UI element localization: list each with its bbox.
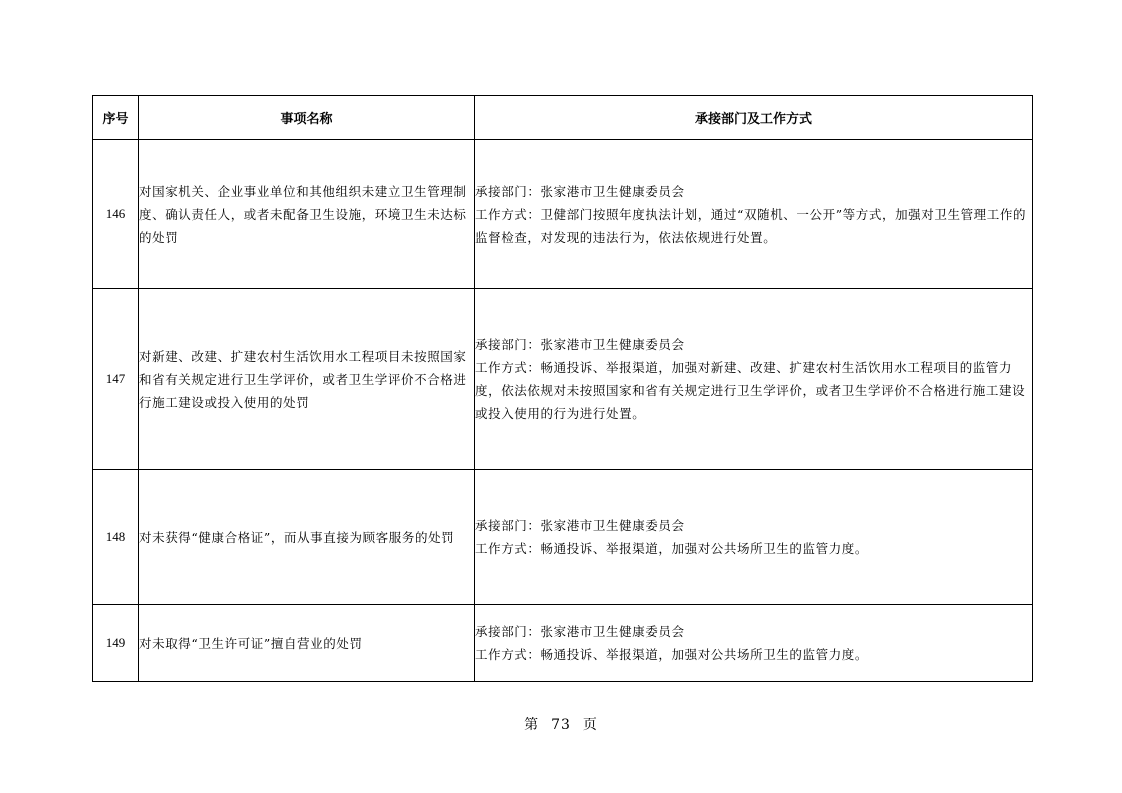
table-row [93,605,1033,682]
matter-name-text: 对国家机关、企业事业单位和其他组织未建立卫生管理制度、确认责任人，或者未配备卫生设施，环境卫生未达标的处罚 [139,183,467,245]
method-line: 工作方式：卫健部门按照年度执法计划，通过“双随机、一公开”等方式，加强对卫生管理工作的监督检查，对发现的违法行为，依法依规进行处置。 [475,206,1027,245]
row-number: 146 [93,140,139,289]
matter-name [139,605,475,682]
header-name: 事项名称 [139,96,475,140]
matters-table [92,95,1033,682]
page-number: 73 [551,717,571,733]
matter-name [139,470,475,605]
dept-and-method [475,470,1033,605]
table-header-row [93,96,1033,140]
page-prefix: 第 [524,717,540,733]
dept-and-method [475,140,1033,289]
dept-line: 承接部门：张家港市卫生健康委员会 [475,518,685,533]
dept-line: 承接部门：张家港市卫生健康委员会 [475,624,685,639]
table-row [93,470,1033,605]
page-suffix: 页 [582,717,598,733]
matter-name-text: 对未获得“健康合格证”，而从事直接为顾客服务的处罚 [139,529,455,545]
method-line: 工作方式：畅通投诉、举报渠道，加强对新建、改建、扩建农村生活饮用水工程项目的监管力度，依法依规对未按照国家和省有关规定进行卫生学评价，或者卫生学评价不合格进行施工建设或投入使用的行为进行处置。 [475,360,1026,421]
header-dept: 承接部门及工作方式 [475,96,1033,140]
table-row [93,140,1033,289]
matter-name-text: 对新建、改建、扩建农村生活饮用水工程项目未按照国家和省有关规定进行卫生学评价，或者卫生学评价不合格进行施工建设或投入使用的处罚 [139,348,467,410]
matter-name-text: 对未取得“卫生许可证”擅自营业的处罚 [139,635,363,651]
row-number: 148 [93,470,139,605]
table-row [93,289,1033,470]
dept-and-method [475,289,1033,470]
method-line: 工作方式：畅通投诉、举报渠道，加强对公共场所卫生的监管力度。 [475,647,869,662]
dept-and-method [475,605,1033,682]
header-num: 序号 [93,96,139,140]
dept-line: 承接部门：张家港市卫生健康委员会 [475,183,685,199]
method-line: 工作方式：畅通投诉、举报渠道，加强对公共场所卫生的监管力度。 [475,541,869,556]
matter-name [139,289,475,470]
row-number: 149 [93,605,139,682]
page-footer [0,714,1122,734]
dept-line: 承接部门：张家港市卫生健康委员会 [475,337,685,352]
row-number: 147 [93,289,139,470]
matter-name [139,140,475,289]
